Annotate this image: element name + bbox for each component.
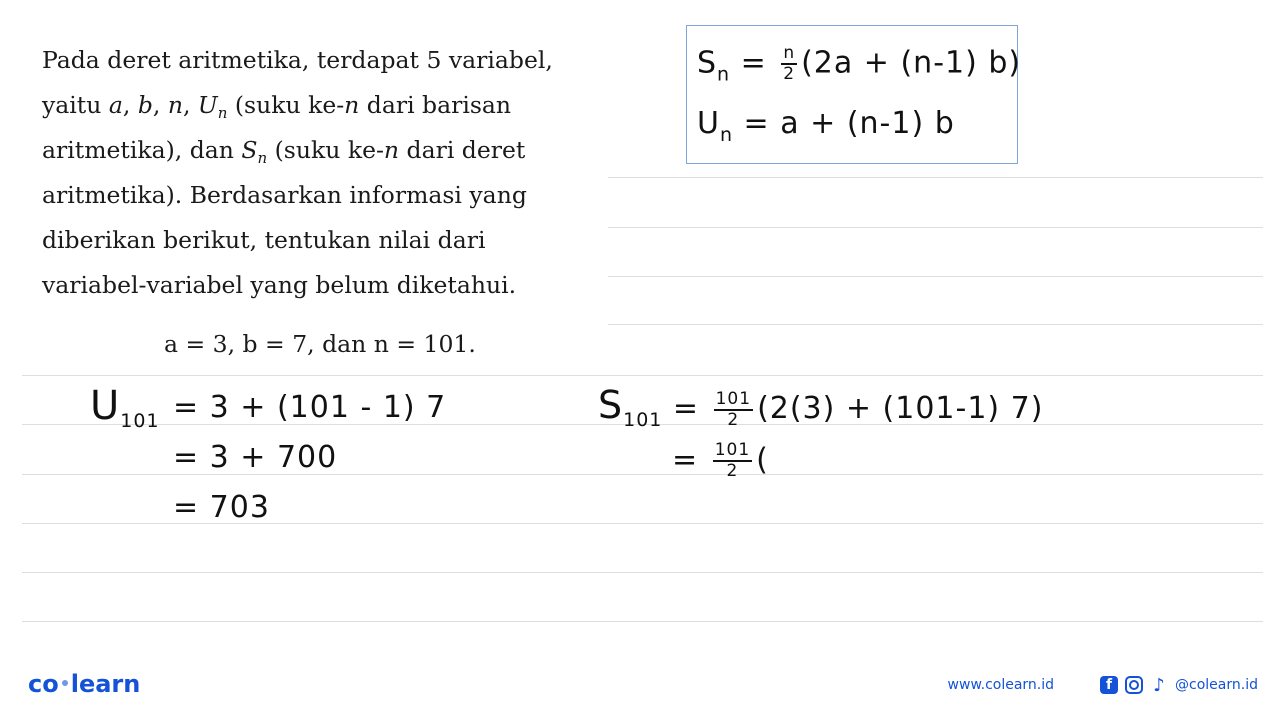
problem-text: (suku ke- <box>227 91 345 119</box>
social-handle[interactable]: @colearn.id <box>1175 677 1258 693</box>
formula-box <box>686 25 1022 164</box>
tiktok-icon[interactable]: ♪ <box>1153 674 1165 696</box>
ruled-line <box>608 227 1263 228</box>
fraction <box>781 44 797 84</box>
work-text: ( <box>756 442 769 478</box>
problem-text: aritmetika), dan <box>42 136 242 164</box>
work-text: U <box>90 383 121 429</box>
problem-line <box>42 128 602 173</box>
footer-links <box>948 676 1258 694</box>
s-work-line-1 <box>598 383 1043 430</box>
fraction-numerator: 101 <box>714 440 751 460</box>
u-work-line-2 <box>173 440 337 475</box>
formula-text: = <box>730 45 778 81</box>
fraction-numerator: n <box>783 43 796 63</box>
given-text: a = 3, b = 7, dan n = 101. <box>164 330 476 358</box>
var-s: S <box>241 136 258 164</box>
var-n: n <box>167 91 183 119</box>
formula-text: S <box>697 45 718 81</box>
problem-text: dari barisan <box>359 91 512 119</box>
formula-text: U <box>697 106 720 141</box>
problem-text: yaitu <box>42 91 109 119</box>
instagram-icon[interactable] <box>1125 676 1143 694</box>
facebook-icon[interactable]: f <box>1100 676 1118 694</box>
given-values <box>42 322 602 367</box>
problem-text: aritmetika). Berdasarkan informasi yang <box>42 181 527 209</box>
problem-text: dari deret <box>399 136 526 164</box>
subscript-n: n <box>257 149 268 167</box>
logo-dot <box>62 680 68 686</box>
fraction-denominator: 2 <box>727 409 740 430</box>
u-work-line-1 <box>90 383 160 432</box>
fraction <box>714 390 753 430</box>
work-text: = 3 + 700 <box>173 440 338 475</box>
formula-text: (2a + (n-1) b) <box>801 45 1022 81</box>
var-n: n <box>344 91 360 119</box>
fraction-numerator: 101 <box>715 388 752 409</box>
problem-text: (suku ke- <box>267 136 384 164</box>
subscript-n: n <box>217 104 228 122</box>
problem-statement <box>42 38 602 367</box>
work-text: = 703 <box>173 490 270 525</box>
website-link[interactable]: www.colearn.id <box>947 677 1055 693</box>
problem-line <box>42 218 602 263</box>
colearn-logo[interactable] <box>28 670 140 698</box>
problem-line <box>42 173 602 218</box>
formula-subscript: n <box>717 63 731 86</box>
un-formula <box>697 106 955 146</box>
work-text: = 3 + (101 - 1) 7 <box>173 390 447 425</box>
fraction-denominator: 2 <box>783 64 796 84</box>
u-work-line-3 <box>173 490 270 525</box>
fraction-denominator: 2 <box>726 461 739 481</box>
var-n: n <box>383 136 400 164</box>
ruled-line <box>22 375 1263 376</box>
s-work-line-2 <box>672 441 769 481</box>
work-text: = <box>672 442 709 478</box>
ruled-line <box>608 177 1263 178</box>
problem-text: diberikan berikut, tentukan nilai dari <box>42 226 486 254</box>
formula-subscript: n <box>719 124 734 146</box>
var-a: a <box>108 91 123 119</box>
logo-text: learn <box>70 670 141 698</box>
sn-formula <box>697 44 1021 84</box>
problem-line: yaitu a, b, n, $U_n$ (suku ke-n dari barisan <box>42 91 512 122</box>
var-u: U <box>197 91 218 119</box>
fraction <box>713 441 752 481</box>
formula-text: = a + (n-1) b <box>733 106 955 141</box>
work-text: = <box>662 391 710 426</box>
work-subscript: 101 <box>120 410 160 432</box>
ruled-line <box>608 276 1263 277</box>
ruled-line <box>22 621 1263 622</box>
work-text: S <box>598 383 624 427</box>
problem-line <box>42 38 602 83</box>
problem-text: Pada deret aritmetika, terdapat 5 variabel, <box>42 46 553 74</box>
var-b: b <box>137 91 153 119</box>
logo-text: co <box>28 670 59 698</box>
u-work-line-1-rhs <box>173 390 446 425</box>
work-subscript: 101 <box>623 409 663 431</box>
problem-text: variabel-variabel yang belum diketahui. <box>42 271 517 299</box>
ruled-line <box>22 572 1263 573</box>
work-text: (2(3) + (101-1) 7) <box>757 391 1044 426</box>
ruled-line <box>608 324 1263 325</box>
problem-line <box>42 263 602 308</box>
